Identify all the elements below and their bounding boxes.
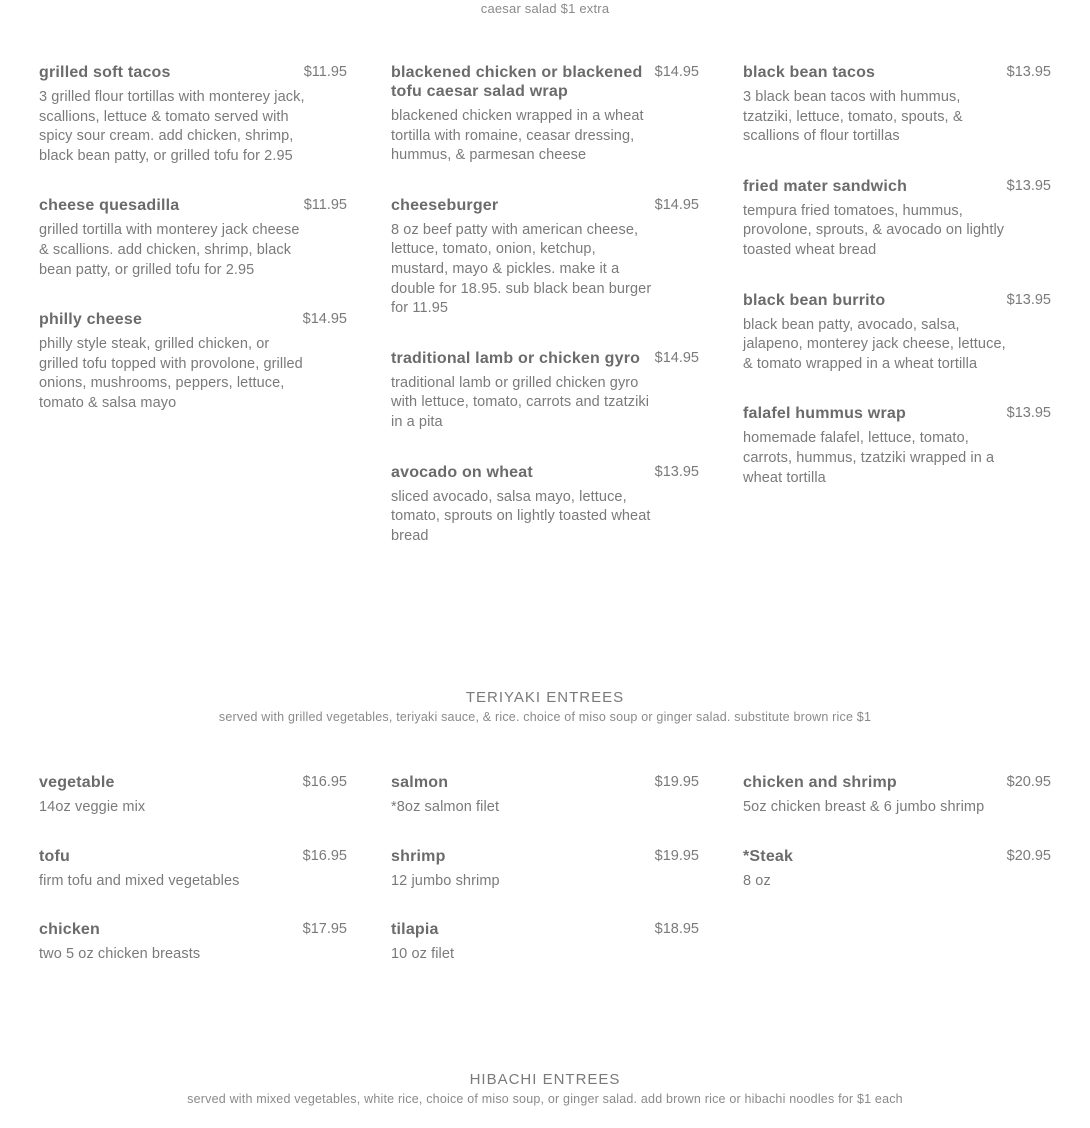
menu-item-description: homemade falafel, lettuce, tomato, carrots, hummus, tzatziki wrapped in a wheat tortilla — [743, 430, 995, 486]
menu-item-name: falafel hummus wrap — [743, 405, 906, 423]
menu-item-price: $14.95 — [302, 311, 347, 328]
menu-item-name: tofu — [39, 847, 71, 865]
teriyaki-column-3 — [743, 773, 1051, 891]
menu-item — [391, 63, 699, 166]
teriyaki-column-1 — [39, 773, 347, 965]
menu-item — [743, 291, 1051, 375]
menu-item — [39, 196, 347, 280]
menu-item — [743, 773, 1051, 818]
menu-item-price: $13.95 — [654, 463, 699, 480]
section-title: HIBACHI ENTREES — [469, 1071, 621, 1088]
menu-item-description: 3 black bean tacos with hummus, tzatziki, lettuce, tomato, spouts, & scallions of flour tortillas — [743, 89, 963, 145]
menu-item-price: $13.95 — [1006, 405, 1051, 422]
menu-item-price: $19.95 — [654, 847, 699, 864]
menu-item — [743, 177, 1051, 261]
menu-item-name: shrimp — [391, 847, 446, 865]
menu-item-description: traditional lamb or grilled chicken gyro with lettuce, tomato, carrots and tzatziki in a pita — [391, 374, 650, 430]
menu-item-description: 10 oz filet — [391, 946, 455, 963]
menu-item-name: black bean tacos — [743, 64, 876, 81]
section-subtitle: served with mixed vegetables, white rice, choice of miso soup, or ginger salad. add brown rice or hibachi noodles for $1 each — [187, 1092, 903, 1106]
menu-item-price: $17.95 — [302, 921, 347, 938]
menu-item — [391, 349, 699, 433]
menu-item-price: $16.95 — [302, 847, 347, 864]
menu-item-price: $14.95 — [654, 349, 699, 366]
menu-item-price: $11.95 — [303, 64, 347, 80]
menu-item — [391, 847, 699, 892]
menu-item — [743, 847, 1051, 892]
menu-item — [391, 920, 699, 965]
menu-item-description: 14oz veggie mix — [39, 799, 146, 815]
menu-item-price: $16.95 — [302, 774, 347, 790]
menu-item — [391, 463, 699, 547]
menu-item-price: $19.95 — [654, 774, 699, 790]
menu-item-description: two 5 oz chicken breasts — [39, 946, 201, 963]
teriyaki-header — [0, 689, 1090, 724]
menu-item-name: traditional lamb or chicken gyro — [391, 349, 641, 367]
menu-item — [391, 773, 699, 818]
menu-item-name: salmon — [391, 774, 449, 791]
menu-item-description: tempura fried tomatoes, hummus, provolone, sprouts, & avocado on lightly toasted wheat bread — [743, 202, 1005, 258]
sandwich-column-1 — [39, 63, 347, 414]
menu-item-description: *8oz salmon filet — [391, 799, 500, 815]
menu-item-price: $14.95 — [654, 196, 699, 213]
menu-item-name: philly cheese — [39, 311, 143, 329]
sandwich-column-3 — [743, 63, 1051, 488]
menu-item-description: 8 oz — [743, 872, 771, 889]
menu-item-name: black bean burrito — [743, 291, 886, 309]
menu-item — [743, 63, 1051, 147]
menu-item-name: chicken — [39, 921, 100, 939]
menu-item-price: $13.95 — [1006, 64, 1051, 80]
menu-item-price: $11.95 — [303, 197, 347, 214]
menu-item-price: $13.95 — [1006, 177, 1051, 194]
menu-item-description: black bean patty, avocado, salsa, jalapeno, monterey jack cheese, lettuce, & tomato wrapped in a wheat tortilla — [743, 316, 1006, 372]
menu-item — [39, 773, 347, 818]
menu-item-name: blackened chicken or blackened tofu caesar salad wrap — [391, 64, 643, 100]
menu-item-name: cheese quesadilla — [39, 197, 180, 215]
section-title: TERIYAKI ENTREES — [465, 689, 625, 706]
menu-item-description: blackened chicken wrapped in a wheat tortilla with romaine, ceasar dressing, hummus, & parmesan cheese — [391, 108, 644, 164]
menu-item — [39, 310, 347, 413]
menu-item-description: grilled tortilla with monterey jack cheese & scallions. add chicken, shrimp, black bean patty, or grilled tofu for 2.95 — [39, 222, 300, 278]
caesar-salad-note: caesar salad $1 extra — [480, 1, 610, 16]
menu-item — [743, 404, 1051, 488]
sandwich-column-2 — [391, 63, 699, 546]
menu-item-name: tilapia — [391, 921, 439, 939]
menu-item-description: firm tofu and mixed vegetables — [39, 872, 240, 889]
menu-item-price: $20.95 — [1006, 847, 1051, 864]
menu-item-price: $14.95 — [654, 64, 699, 80]
menu-item — [39, 920, 347, 965]
hibachi-header — [0, 1071, 1090, 1106]
menu-item-name: cheeseburger — [391, 196, 499, 214]
menu-item-price: $20.95 — [1006, 774, 1051, 790]
menu-item — [39, 63, 347, 166]
menu-item — [39, 847, 347, 892]
menu-item-name: *Steak — [743, 847, 794, 865]
menu-item-price: $18.95 — [654, 921, 699, 938]
menu-item-name: avocado on wheat — [391, 463, 533, 481]
menu-item-name: grilled soft tacos — [39, 64, 171, 81]
menu-item-description: 5oz chicken breast & 6 jumbo shrimp — [743, 799, 985, 815]
menu-item-name: chicken and shrimp — [743, 774, 897, 791]
menu-item-price: $13.95 — [1006, 291, 1051, 308]
menu-item-description: 3 grilled flour tortillas with monterey jack, scallions, lettuce & tomato served with spicy sour cream. add chicken, shrimp, black bean patty, or grilled tofu for 2.95 — [39, 89, 305, 164]
teriyaki-column-2 — [391, 773, 699, 965]
menu-item-description: 12 jumbo shrimp — [391, 872, 500, 889]
menu-item — [391, 196, 699, 319]
menu-item-name: vegetable — [39, 774, 115, 791]
menu-item-description: 8 oz beef patty with american cheese, lettuce, tomato, onion, ketchup, mustard, mayo & pickles. make it a double for 18.95. sub black bean burger for 11.95 — [391, 221, 652, 317]
menu-item-description: philly style steak, grilled chicken, or grilled tofu topped with provolone, grilled onions, mushrooms, peppers, lettuce, tomato & salsa mayo — [39, 336, 303, 411]
menu-item-description: sliced avocado, salsa mayo, lettuce, tomato, sprouts on lightly toasted wheat bread — [391, 488, 651, 544]
section-subtitle: served with grilled vegetables, teriyaki sauce, & rice. choice of miso soup or ginger salad. substitute brown rice $1 — [218, 710, 872, 724]
menu-item-name: fried mater sandwich — [743, 177, 908, 195]
